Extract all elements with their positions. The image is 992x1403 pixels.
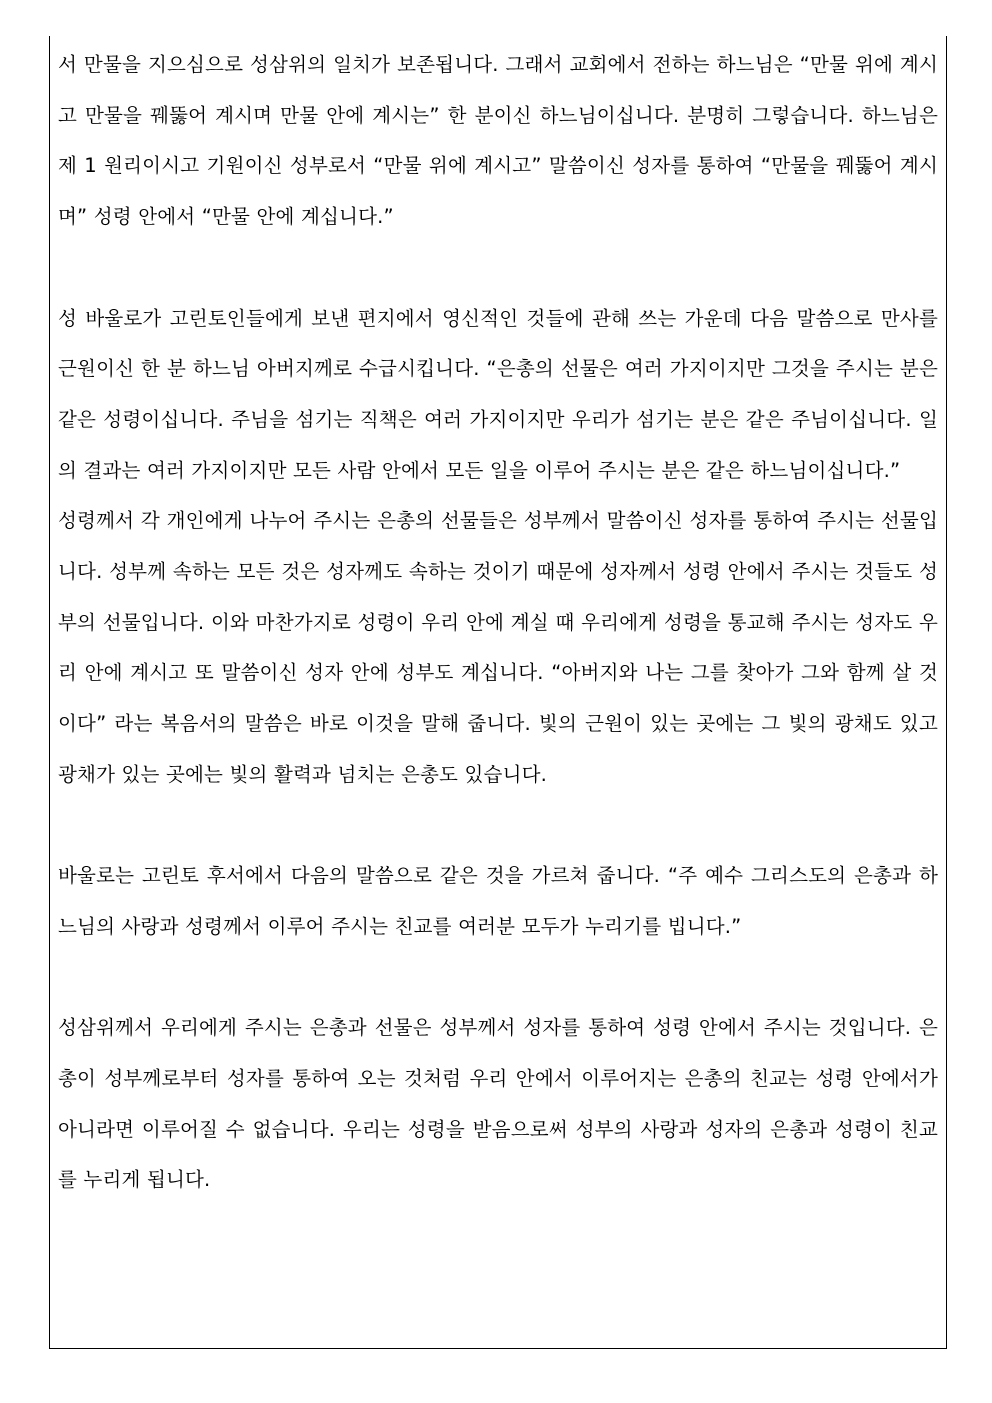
paragraph-4: 바울로는 고린토 후서에서 다음의 말씀으로 같은 것을 가르쳐 줍니다. “주 예수 그리스도의 은총과 하느님의 사랑과 성령께서 이루어 주시는 친교를 여러분 모두가 누리기를 빕니다.” xyxy=(58,864,938,938)
paragraph-5: 성삼위께서 우리에게 주시는 은총과 선물은 성부께서 성자를 통하여 성령 안에서 주시는 것입니다. 은총이 성부께로부터 성자를 통하여 오는 것처럼 우리 안에서 이루어지는 은총의 친교는 성령 안에서가 아니라면 이루어질 수 없습니다. 우리는 성령을 받음으로써 성부의 사랑과 성자의 은총과 성령이 친교를 누리게 됩니다. xyxy=(58,1016,938,1192)
paragraph-3: 성령께서 각 개인에게 나누어 주시는 은총의 선물들은 성부께서 말씀이신 성자를 통하여 주시는 선물입니다. 성부께 속하는 모든 것은 성자께도 속하는 것이기 때문에 성자께서 성령 안에서 주시는 것들도 성부의 선물입니다. 이와 마찬가지로 성령이 우리 안에 계실 때 우리에게 성령을 통교해 주시는 성자도 우리 안에 계시고 또 말씀이신 성자 안에 성부도 계십니다. “아버지와 나는 그를 찾아가 그와 함께 살 것이다” 라는 복음서의 말씀은 바로 이것을 말해 줍니다. 빛의 근원이 있는 곳에는 그 빛의 광채도 있고 광채가 있는 곳에는 빛의 활력과 넘치는 은총도 있습니다. xyxy=(58,509,938,786)
paragraph-1: 서 만물을 지으심으로 성삼위의 일치가 보존됩니다. 그래서 교회에서 전하는 하느님은 “만물 위에 계시고 만물을 꿰뚫어 계시며 만물 안에 계시는” 한 분이신 하느님이십니다. 분명히 그렇습니다. 하느님은 제 1 원리이시고 기원이신 성부로서 “만물 위에 계시고” 말씀이신 성자를 통하여 “만물을 꿰뚫어 계시며” 성령 안에서 “만물 안에 계십니다.” xyxy=(58,53,938,229)
paragraph-spacer xyxy=(58,953,938,1004)
document-body xyxy=(58,40,938,1206)
paragraph-spacer xyxy=(58,801,938,852)
paragraph-spacer xyxy=(58,243,938,294)
paragraph-2: 성 바울로가 고린토인들에게 보낸 편지에서 영신적인 것들에 관해 쓰는 가운데 다음 말씀으로 만사를 근원이신 한 분 하느님 아버지께로 수급시킵니다. “은총의 선물은 여러 가지이지만 그것을 주시는 분은 같은 성령이십니다. 주님을 섬기는 직책은 여러 가지이지만 우리가 섬기는 분은 같은 주님이십니다. 일의 결과는 여러 가지이지만 모든 사람 안에서 모든 일을 이루어 주시는 분은 같은 하느님이십니다.” xyxy=(58,306,938,482)
